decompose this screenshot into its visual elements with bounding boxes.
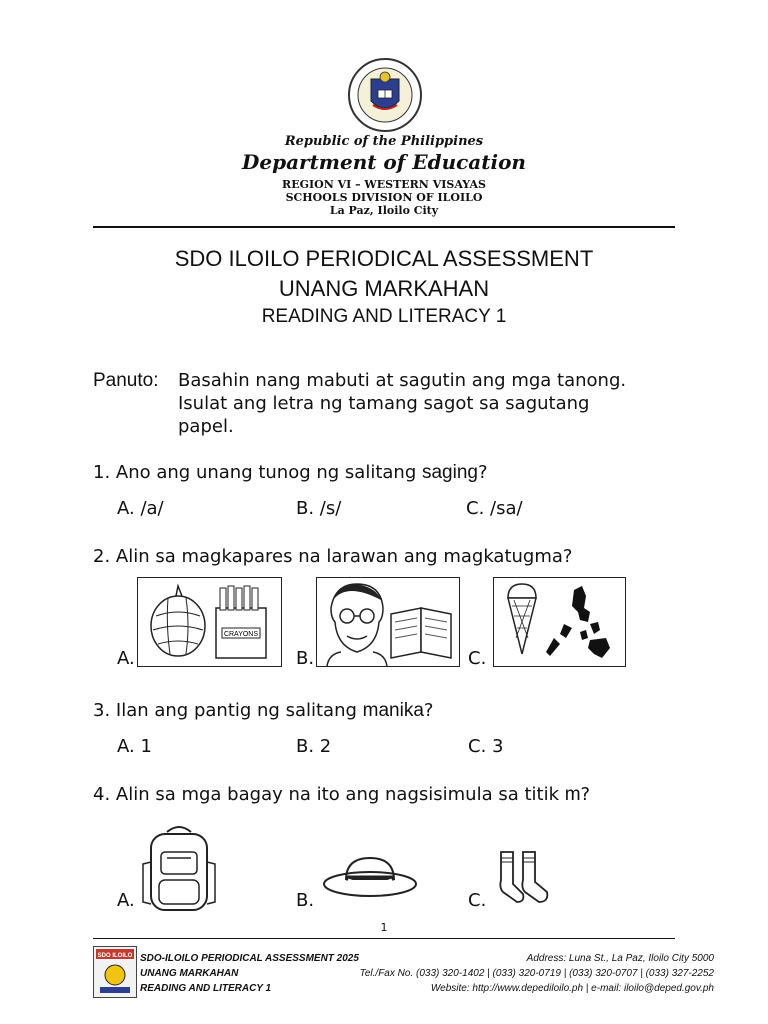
socks-icon xyxy=(495,848,553,906)
q4-option-b: B. xyxy=(296,890,315,911)
q1-option-a: A. /a/ xyxy=(117,498,164,519)
instructions-line-3: papel. xyxy=(178,416,234,437)
city-text: La Paz, Iloilo City xyxy=(329,204,439,217)
philippine-map-icon xyxy=(546,586,610,658)
department-title: Department of Education xyxy=(242,150,526,174)
subject-title: READING AND LITERACY 1 xyxy=(261,306,507,327)
q4-option-c: C. xyxy=(468,890,487,911)
footer-address: Address: Luna St., La Paz, Iloilo City 5000 xyxy=(526,953,714,964)
boy-with-glasses-icon xyxy=(327,584,387,666)
instructions-label: Panuto: xyxy=(93,370,159,391)
instructions-line-1: Basahin nang mabuti at sagutin ang mga tanong. xyxy=(178,370,627,391)
q2-image-c xyxy=(493,577,626,667)
footer-subject: READING AND LITERACY 1 xyxy=(140,983,272,994)
q2-image-b xyxy=(316,577,460,667)
q3-option-a: A. 1 xyxy=(117,736,152,757)
custard-apple-icon xyxy=(151,586,205,656)
svg-text:SDO ILOILO: SDO ILOILO xyxy=(97,953,133,959)
region-text: REGION VI – WESTERN VISAYAS xyxy=(282,178,486,191)
quarter-title: UNANG MARKAHAN xyxy=(278,276,490,301)
footer-assessment: SDO-ILOILO PERIODICAL ASSESSMENT 2025 xyxy=(140,953,359,964)
footer-divider xyxy=(93,938,675,939)
footer-phone: Tel./Fax No. (033) 320-1402 | (033) 320-0719 | (033) 320-0707 | (033) 327-2252 xyxy=(359,968,714,979)
open-book-icon xyxy=(391,608,451,658)
assessment-title: SDO ILOILO PERIODICAL ASSESSMENT xyxy=(174,246,594,271)
q3-option-c: C. 3 xyxy=(468,736,504,757)
question-1-keyword: saging xyxy=(421,462,478,483)
question-4-keyword: m xyxy=(564,784,581,805)
republic-text: Republic of the Philippines xyxy=(284,134,484,149)
crayons-label: CRAYONS xyxy=(223,631,259,638)
q4-option-a: A. xyxy=(117,890,135,911)
q2-option-b: B. xyxy=(296,648,315,669)
q1-option-b: B. /s/ xyxy=(296,498,342,519)
q2-image-a xyxy=(137,577,282,667)
header-divider xyxy=(93,226,675,228)
division-text: SCHOOLS DIVISION OF ILOILO xyxy=(285,191,483,204)
question-3: 3. Ilan ang pantig ng salitang manika? xyxy=(93,700,434,721)
footer-quarter: UNANG MARKAHAN xyxy=(140,968,239,979)
crayons-box-icon xyxy=(216,586,266,658)
sdo-iloilo-logo xyxy=(93,946,137,998)
ice-cream-cone-icon xyxy=(508,584,536,654)
page-number: 1 xyxy=(380,921,388,934)
question-2: 2. Alin sa magkapares na larawan ang magkatugma? xyxy=(93,546,573,567)
question-4: 4. Alin sa mga bagay na ito ang nagsisimula sa titik m? xyxy=(93,784,591,805)
footer-website: Website: http://www.depediloilo.ph | e-mail: iloilo@deped.gov.ph xyxy=(430,983,714,994)
question-1: 1. Ano ang unang tunog ng salitang saging? xyxy=(93,462,488,483)
question-3-keyword: manika xyxy=(362,700,424,721)
q1-option-c: C. /sa/ xyxy=(466,498,523,519)
q2-option-a: A. xyxy=(117,648,135,669)
q3-option-b: B. 2 xyxy=(296,736,332,757)
q2-option-c: C. xyxy=(468,648,487,669)
hat-icon xyxy=(322,852,418,900)
backpack-icon xyxy=(137,822,221,914)
deped-seal-icon xyxy=(347,57,423,133)
instructions-line-2: Isulat ang letra ng tamang sagot sa sagutang xyxy=(178,393,590,414)
